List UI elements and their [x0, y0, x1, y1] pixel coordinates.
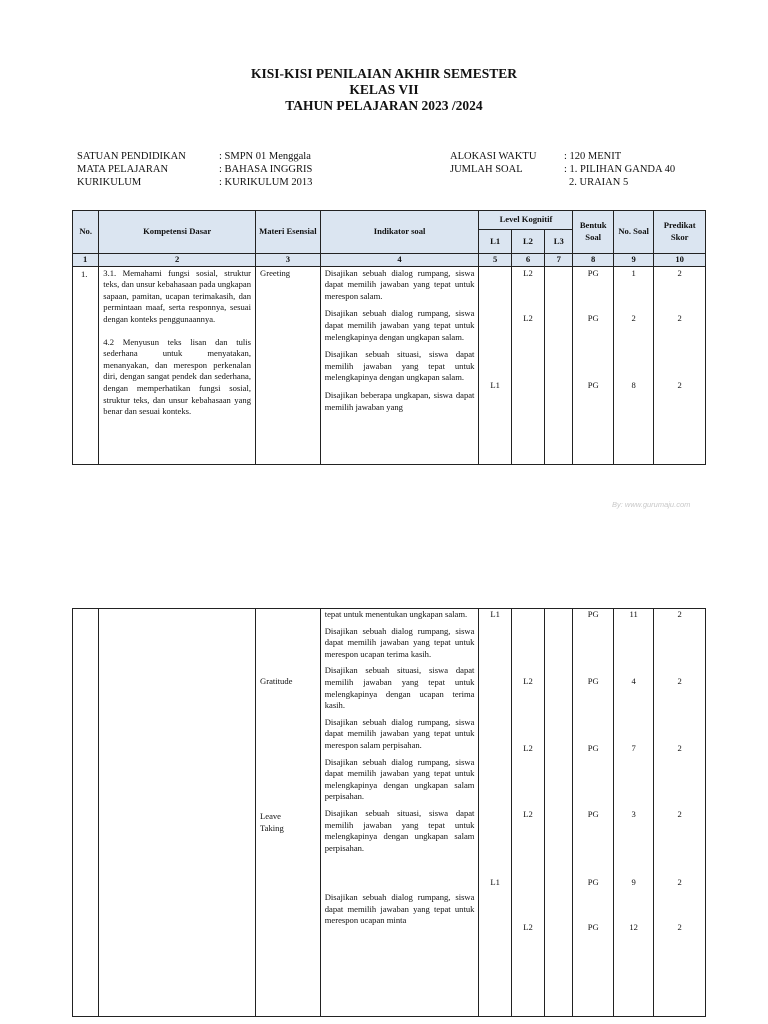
no-soal-value: 3 [631, 809, 636, 819]
skor-value: 2 [677, 877, 682, 887]
indikator-text: Disajikan sebuah situasi, siswa dapat memilih jawaban yang tepat untuk melengkapinya dengan ungkapan salam. [324, 349, 475, 383]
bentuk-value: PG [587, 312, 599, 323]
skor-cell [654, 609, 706, 1017]
header-no: No. [73, 211, 99, 254]
no-soal-value: 9 [631, 877, 636, 887]
title-line-3: TAHUN PELAJARAN 2023 /2024 [285, 98, 483, 113]
skor-value: 2 [677, 379, 682, 390]
meta-row [77, 163, 312, 176]
meta-label: MATA PELAJARAN [77, 164, 169, 175]
column-number: 4 [320, 254, 479, 267]
meta-left [77, 150, 312, 189]
title-line-1: KISI-KISI PENILAIAN AKHIR SEMESTER [251, 66, 517, 81]
indikator-text: Disajikan sebuah dialog rumpang, siswa dapat memilih jawaban yang tepat untuk merespon ucapan terima kasih. [324, 625, 475, 659]
skor-value: 2 [677, 267, 682, 278]
level-value: L1 [490, 877, 500, 887]
level-value: L2 [523, 809, 533, 819]
indikator-text: Disajikan sebuah dialog rumpang, siswa dapat memilih jawaban yang tepat untuk melengkapinya dengan ungkapan salam perpisahan. [324, 756, 475, 802]
skor-value: 2 [677, 922, 682, 932]
level-value: L1 [490, 379, 500, 390]
header-predikat-skor: Predikat Skor [654, 211, 706, 254]
bentuk-cell [573, 266, 613, 464]
indikator-cell [320, 266, 479, 464]
kisi-kisi-table [72, 210, 706, 465]
document-title [0, 66, 768, 114]
bentuk-value: PG [587, 922, 599, 932]
meta-value: 2. URAIAN 5 [569, 177, 629, 188]
header-bentuk-soal: Bentuk Soal [573, 211, 613, 254]
bentuk-value: PG [587, 267, 599, 278]
no-soal-value: 1 [631, 267, 636, 278]
l1-cell [479, 609, 511, 1017]
bentuk-value: PG [587, 609, 599, 619]
watermark: By: www.gurumaju.com [612, 500, 691, 509]
meta-row [450, 163, 675, 176]
bentuk-value: PG [587, 743, 599, 753]
column-number: 7 [545, 254, 573, 267]
skor-value: 2 [677, 609, 682, 619]
column-number: 10 [654, 254, 706, 267]
meta-row [77, 150, 312, 163]
meta-value: : SMPN 01 Menggala [219, 151, 311, 162]
meta-row [450, 176, 675, 189]
meta-label: JUMLAH SOAL [450, 164, 523, 175]
no-soal-value: 4 [631, 676, 636, 686]
column-number: 1 [73, 254, 99, 267]
level-value: L2 [523, 922, 533, 932]
column-number: 8 [573, 254, 613, 267]
header-l3: L3 [545, 230, 573, 254]
kd-text: 3.1. Memahami fungsi sosial, struktur teks, dan unsur kebahasaan pada ungkapan sapaan, pamitan, ucapan terimakasih, dan permintaan maaf, serta responnya, sesuai dengan konteks penggunaannya. [103, 267, 251, 324]
kisi-kisi-table-continued [72, 608, 706, 1017]
meta-row [450, 150, 675, 163]
table-row [73, 266, 706, 464]
header-l2: L2 [511, 230, 544, 254]
bentuk-value: PG [587, 877, 599, 887]
bentuk-value: PG [587, 676, 599, 686]
no-soal-value: 8 [631, 379, 636, 390]
skor-value: 2 [677, 809, 682, 819]
indikator-text: Disajikan sebuah situasi, siswa dapat memilih jawaban yang tepat untuk melengkapinya dengan ucapan terima kasih. [324, 665, 475, 711]
no-soal-value: 2 [631, 312, 636, 323]
title-line-2: KELAS VII [349, 82, 419, 97]
l2-cell [511, 609, 544, 1017]
skor-value: 2 [677, 676, 682, 686]
column-number: 5 [479, 254, 511, 267]
level-value: L2 [523, 743, 533, 753]
meta-label [450, 176, 569, 189]
meta-label: KURIKULUM [77, 177, 142, 188]
indikator-text: Disajikan sebuah dialog rumpang, siswa dapat memilih jawaban yang tepat untuk melengkapinya dengan ungkapan salam. [324, 308, 475, 342]
row-number: 1. [73, 266, 99, 464]
l1-cell [479, 266, 511, 464]
bentuk-value: PG [587, 809, 599, 819]
indikator-text: Disajikan sebuah dialog rumpang, siswa dapat memilih jawaban yang tepat untuk merespon salam perpisahan. [324, 716, 475, 750]
indikator-text: Disajikan beberapa ungkapan, siswa dapat memilih jawaban yang [324, 389, 475, 412]
column-number: 6 [511, 254, 544, 267]
materi-leave-taking: Leave Taking [260, 811, 284, 833]
meta-label: ALOKASI WAKTU [450, 151, 537, 162]
no-soal-value: 7 [631, 743, 636, 753]
column-number: 9 [613, 254, 653, 267]
skor-value: 2 [677, 312, 682, 323]
meta-value: : 1. PILIHAN GANDA 40 [564, 164, 676, 175]
skor-cell [654, 266, 706, 464]
meta-value: : BAHASA INGGRIS [219, 164, 313, 175]
bentuk-cell [573, 609, 613, 1017]
header-indikator: Indikator soal [320, 211, 479, 254]
meta-value: : KURIKULUM 2013 [219, 177, 313, 188]
no-soal-value: 12 [629, 922, 638, 932]
meta-value: : 120 MENIT [564, 151, 622, 162]
kompetensi-dasar-cell [99, 609, 256, 1017]
row-number [73, 609, 99, 1017]
header-kompetensi-dasar: Kompetensi Dasar [99, 211, 256, 254]
no-soal-value: 11 [629, 609, 638, 619]
level-value: L2 [523, 312, 533, 323]
skor-value: 2 [677, 743, 682, 753]
level-value: L2 [523, 267, 533, 278]
indikator-cell [320, 609, 479, 1017]
column-number: 2 [99, 254, 256, 267]
level-value: L1 [490, 609, 500, 619]
header-level-kognitif: Level Kognitif [479, 211, 573, 230]
materi-cell: Greeting [256, 266, 321, 464]
column-number: 3 [256, 254, 321, 267]
header-l1: L1 [479, 230, 511, 254]
meta-row [77, 176, 312, 189]
indikator-text: Disajikan sebuah situasi, siswa dapat memilih jawaban yang tepat untuk melengkapinya dengan ungkapan salam perpisahan. [324, 807, 475, 853]
l3-cell [545, 609, 573, 1017]
meta-right [450, 150, 675, 189]
bentuk-value: PG [587, 379, 599, 390]
kd-text: 4.2 Menyusun teks lisan dan tulis sederhana untuk menyatakan, menanyakan, dan merespon perkenalan diri, dengan sangat pendek dan sederhana, dengan memperhatikan fungsi sosial, struktur teks, dan unsur kebahasaan yang benar dan sesuai konteks. [103, 336, 251, 417]
kompetensi-dasar-cell [99, 266, 256, 464]
level-value: L2 [523, 676, 533, 686]
meta-label: SATUAN PENDIDIKAN [77, 151, 186, 162]
materi-cell [256, 609, 321, 1017]
header-no-soal: No. Soal [613, 211, 653, 254]
indikator-text: Disajikan sebuah dialog rumpang, siswa dapat memilih jawaban yang tepat untuk merespon salam. [324, 267, 475, 301]
no-soal-cell [613, 609, 653, 1017]
l2-cell [511, 266, 544, 464]
l3-cell [545, 266, 573, 464]
materi-gratitude: Gratitude [260, 676, 293, 686]
indikator-text: tepat untuk menentukan ungkapan salam. [324, 609, 468, 619]
no-soal-cell [613, 266, 653, 464]
header-materi: Materi Esensial [256, 211, 321, 254]
table-row [73, 609, 706, 1017]
indikator-text: Disajikan sebuah dialog rumpang, siswa dapat memilih jawaban yang tepat untuk merespon ucapan minta [324, 892, 475, 926]
